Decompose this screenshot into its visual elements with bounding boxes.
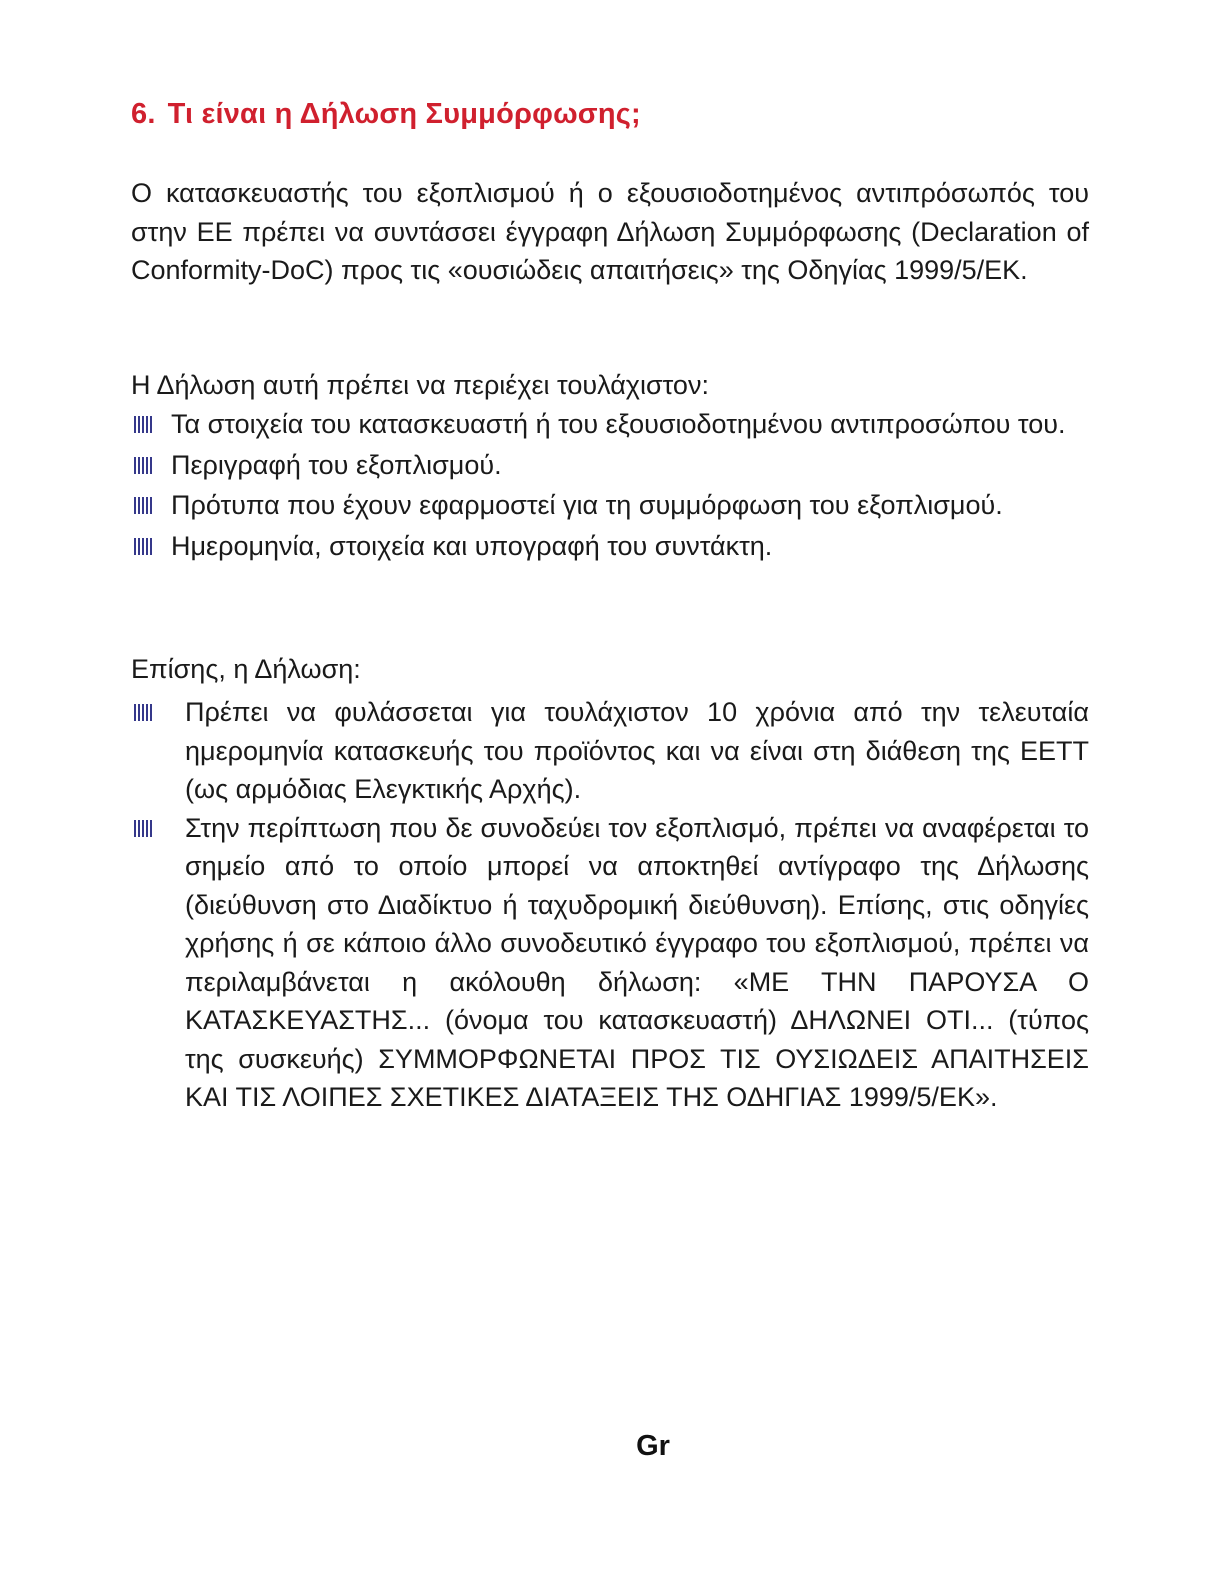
page-footer-label: Gr bbox=[636, 1430, 670, 1462]
list-item-text: Ημερομηνία, στοιχεία και υπογραφή του συντάκτη. bbox=[171, 530, 773, 561]
striped-square-bullet-icon bbox=[134, 704, 152, 721]
striped-square-bullet-icon bbox=[134, 820, 152, 837]
section-title: Τι είναι η Δήλωση Συμμόρφωσης; bbox=[167, 98, 641, 130]
striped-square-bullet-icon bbox=[134, 497, 152, 514]
section-heading bbox=[131, 98, 641, 131]
list-item bbox=[131, 446, 1089, 485]
list-item bbox=[131, 527, 1089, 566]
contents-lead: Η Δήλωση αυτή πρέπει να περιέχει τουλάχιστον: bbox=[131, 370, 709, 400]
intro-paragraph: Ο κατασκευαστής του εξοπλισμού ή ο εξουσιοδοτημένος αντιπρόσωπός του στην ΕΕ πρέπει να συντάσσει έγγραφη Δήλωση Συμμόρφωσης (Declaration of Conformity-DoC) προς τις «ουσιώδεις απαιτήσεις» της Οδηγίας 1999/5/ΕΚ. bbox=[131, 178, 1089, 285]
list-item bbox=[131, 693, 1089, 809]
striped-square-bullet-icon bbox=[134, 457, 152, 474]
list-item-text: Τα στοιχεία του κατασκευαστή ή του εξουσιοδοτημένου αντιπροσώπου του. bbox=[171, 409, 1066, 439]
list-item-text: Πρότυπα που έχουν εφαρμοστεί για τη συμμόρφωση του εξοπλισμού. bbox=[171, 490, 1003, 520]
contents-list bbox=[131, 405, 1089, 567]
section-number: 6. bbox=[131, 98, 156, 130]
also-lead: Επίσης, η Δήλωση: bbox=[131, 654, 361, 684]
list-item bbox=[131, 809, 1089, 1117]
list-item-text: Περιγραφή του εξοπλισμού. bbox=[171, 449, 502, 480]
list-item-text: Πρέπει να φυλάσσεται για τουλάχιστον 10 χρόνια από την τελευταία ημερομηνία κατασκευής του προϊόντος και να είναι στη διάθεση της ΕΕΤΤ (ως αρμόδιας Ελεγκτικής Αρχής). bbox=[185, 697, 1089, 804]
list-item-text: Στην περίπτωση που δε συνοδεύει τον εξοπλισμό, πρέπει να αναφέρεται το σημείο από το οποίο μπορεί να αποκτηθεί αντίγραφο της Δήλωσης (διεύθυνση στο Διαδίκτυο ή ταχυδρομική διεύθυνση). Επίσης, στις οδηγίες χρήσης ή σε κάποιο άλλο συνοδευτικό έγγραφο του εξοπλισμού, πρέπει να περιλαμβάνεται η ακόλουθη δήλωση: «ΜΕ ΤΗΝ ΠΑΡΟΥΣΑ Ο ΚΑΤΑΣΚΕΥΑΣΤΗΣ... (όνομα του κατασκευαστή) ΔΗΛΩΝΕΙ ΟΤΙ... (τύπος της συσκευής) ΣΥΜΜΟΡΦΩΝΕΤΑΙ ΠΡΟΣ ΤΙΣ ΟΥΣΙΩΔΕΙΣ ΑΠΑΙΤΗΣΕΙΣ ΚΑΙ ΤΙΣ ΛΟΙΠΕΣ ΣΧΕΤΙΚΕΣ ΔΙΑΤΑΞΕΙΣ ΤΗΣ ΟΔΗΓΙΑΣ 1999/5/ΕΚ». bbox=[185, 812, 1089, 1112]
also-list bbox=[131, 693, 1089, 1117]
striped-square-bullet-icon bbox=[134, 416, 152, 433]
striped-square-bullet-icon bbox=[134, 538, 152, 555]
list-item bbox=[131, 486, 1089, 525]
list-item bbox=[131, 405, 1089, 444]
